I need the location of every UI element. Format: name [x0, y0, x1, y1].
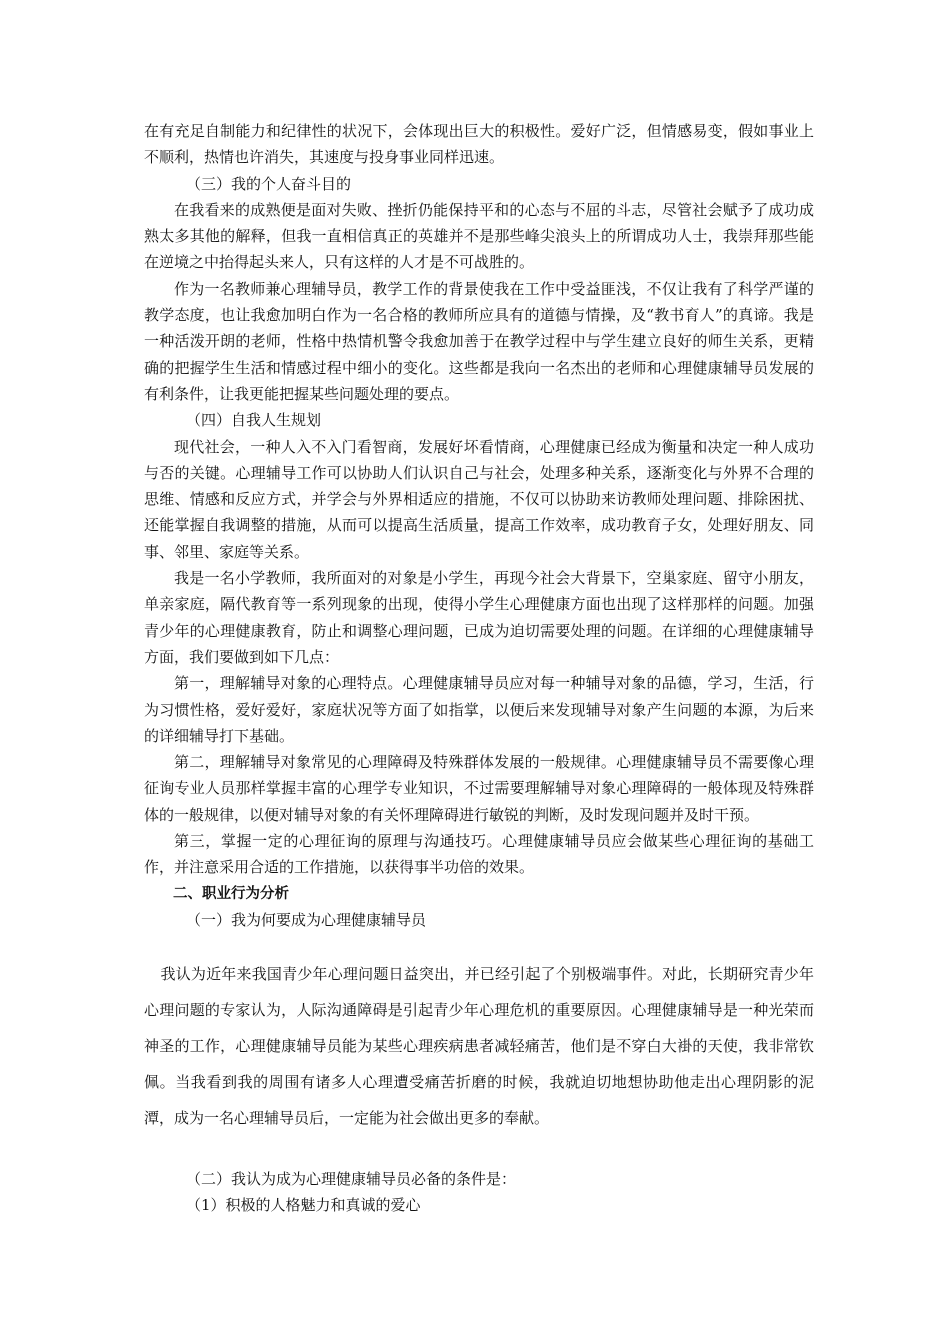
- section-heading: （一）我为何要成为心理健康辅导员: [186, 910, 427, 929]
- chapter-heading: 二、职业行为分析: [173, 885, 289, 902]
- paragraph: 在有充足自制能力和纪律性的状况下，会体现出巨大的积极性。爱好广泛，但情感易变，假如事业上不顺利，热情也许消失，其速度与投身事业同样迅速。: [144, 122, 814, 167]
- paragraph: 我认为近年来我国青少年心理问题日益突出，并已经引起了个别极端事件。对此，长期研究青少年心理问题的专家认为，人际沟通障碍是引起青少年心理危机的重要原因。心理健康辅导是一种光荣而神圣的工作，心理健康辅导员能为某些心理疾病患者减轻痛苦，他们是不穿白大褂的天使，我非常钦佩。当我看到我的周围有诸多人心理遭受痛苦折磨的时候，我就迫切地想协助他走出心理阴影的泥潭，成为一名心理辅导员后，一定能为社会做出更多的奉献。: [144, 965, 814, 1127]
- list-item: （1）积极的人格魅力和真诚的爱心: [186, 1196, 421, 1215]
- paragraph: 在我看来的成熟便是面对失败、挫折仍能保持平和的心态与不屈的斗志，尽管社会赋予了成功成熟太多其他的解释，但我一直相信真正的英雄并不是那些峰尖浪头上的所谓成功人士，我崇拜那些能在逆境之中抬得起头来人，只有这样的人才是不可战胜的。: [144, 200, 814, 272]
- section-heading: （三）我的个人奋斗目的: [186, 174, 352, 193]
- paragraph: 作为一名教师兼心理辅导员，教学工作的背景使我在工作中受益匪浅，不仅让我有了科学严谨的教学态度，也让我愈加明白作为一名合格的教师所应具有的道德与情操，及“教书育人”的真谛。我是一种活泼开朗的老师，性格中热情机警令我愈加善于在教学过程中与学生建立良好的师生关系，更精确的把握学生生活和情感过程中细小的变化。这些都是我向一名杰出的老师和心理健康辅导员发展的有利条件，让我更能把握某些问题处理的要点。: [144, 279, 814, 403]
- paragraph: 现代社会，一种人入不入门看智商，发展好坏看情商，心理健康已经成为衡量和决定一种人成功与否的关键。心理辅导工作可以协助人们认识自己与社会，处理多种关系，逐渐变化与外界不合理的思维、情感和反应方式，并学会与外界相适应的措施，不仅可以协助来访教师处理问题、排除困扰、还能掌握自我调整的措施，从而可以提高生活质量，提高工作效率，成功教育子女，处理好朋友、同事、邻里、家庭等关系。: [144, 437, 814, 561]
- paragraph: 第二，理解辅导对象常见的心理障碍及特殊群体发展的一般规律。心理健康辅导员不需要像心理征询专业人员那样掌握丰富的心理学专业知识，不过需要理解辅导对象心理障碍的一般体现及特殊群体的一般规律，以便对辅导对象的有关怀理障碍进行敏锐的判断，及时发现问题并及时干预。: [144, 753, 814, 824]
- body-text-top: [144, 118, 814, 933]
- section-heading: （四）自我人生规划: [186, 411, 322, 430]
- section-heading: （二）我认为成为心理健康辅导员必备的条件是：: [186, 1170, 517, 1188]
- body-text-wide-spacing: [144, 956, 814, 1136]
- paragraph: 我是一名小学教师，我所面对的对象是小学生，再现今社会大背景下，空巢家庭、留守小朋友，单亲家庭，隔代教育等一系列现象的出现，使得小学生心理健康方面也出现了这样那样的问题。加强青少年的心理健康教育，防止和调整心理问题，已成为迫切需要处理的问题。在详细的心理健康辅导方面，我们要做到如下几点：: [144, 569, 814, 666]
- body-text-bottom: [144, 1166, 814, 1219]
- paragraph: 第一，理解辅导对象的心理特点。心理健康辅导员应对每一种辅导对象的品德，学习，生活，行为习惯性格，爱好爱好，家庭状况等方面了如指掌，以便后来发现辅导对象产生问题的本源，为后来的详细辅导打下基础。: [144, 674, 814, 745]
- paragraph: 第三，掌握一定的心理征询的原理与沟通技巧。心理健康辅导员应会做某些心理征询的基础工作，并注意采用合适的工作措施，以获得事半功倍的效果。: [144, 832, 814, 877]
